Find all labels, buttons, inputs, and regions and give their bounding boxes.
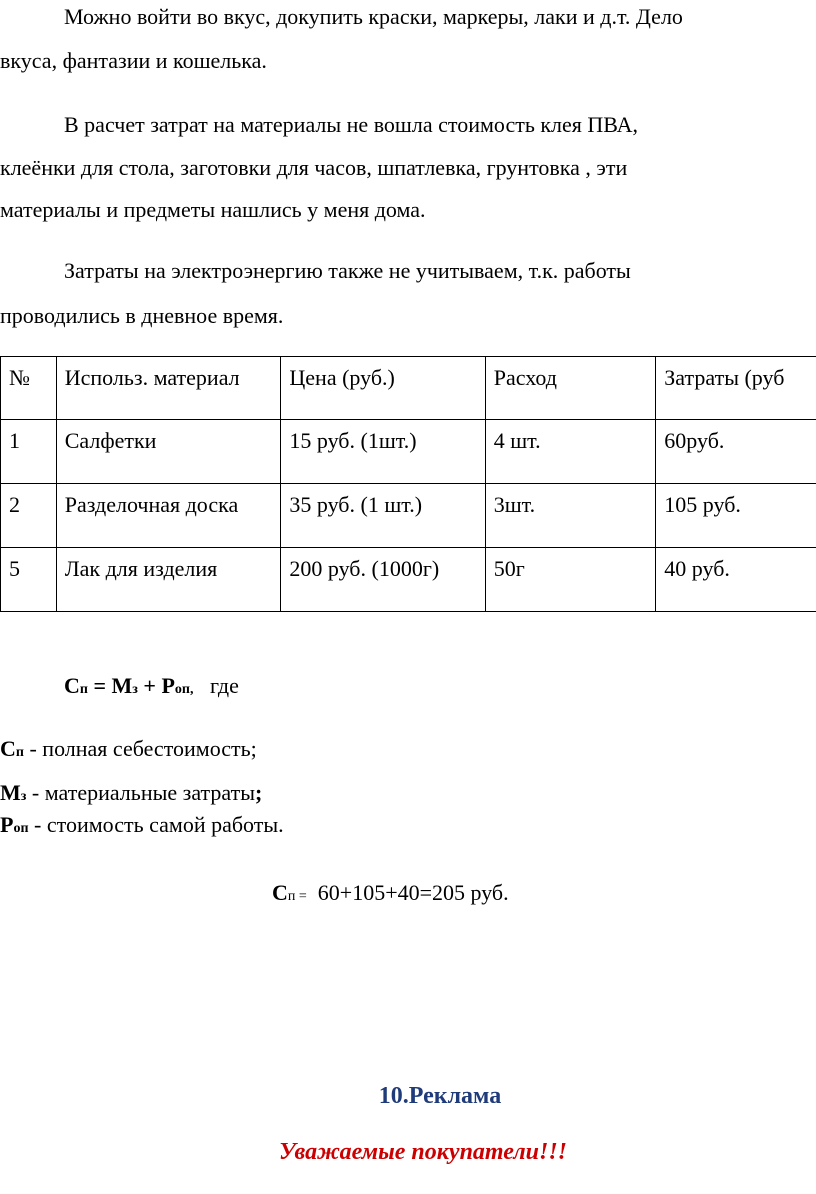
- table-row: [1, 420, 816, 484]
- paragraph-2-line-1: В расчет затрат на материалы не вошла стоимость клея ПВА,: [64, 112, 638, 137]
- cost-formula: Сп = Мз + Роп, где: [64, 673, 239, 698]
- table-cell: 2: [1, 484, 57, 548]
- table-cell: Разделочная доска: [56, 484, 281, 548]
- table-cell: 1: [1, 420, 57, 484]
- table-cell: 4 шт.: [485, 420, 656, 484]
- paragraph-2-line-3: материалы и предметы нашлись у меня дома.: [0, 197, 426, 222]
- paragraph-2-line-2: клеёнки для стола, заготовки для часов, шпатлевка, грунтовка , эти: [0, 155, 628, 180]
- table-cell: 15 руб. (1шт.): [281, 420, 485, 484]
- paragraph-1-line-1: Можно войти во вкус, докупить краски, маркеры, лаки и д.т. Дело: [64, 4, 683, 29]
- table-cell: Лак для изделия: [56, 548, 281, 612]
- table-cell: 60руб.: [656, 420, 816, 484]
- table-row: [1, 548, 816, 612]
- table-row: [1, 484, 816, 548]
- cost-calculation: Сп = 60+105+40=205 руб.: [272, 880, 509, 905]
- legend-full-cost: Сп - полная себестоимость;: [0, 736, 257, 761]
- table-cell: 3шт.: [485, 484, 656, 548]
- paragraph-3-line-2: проводились в дневное время.: [0, 303, 284, 328]
- greeting-text: Уважаемые покупатели!!!: [278, 1139, 568, 1165]
- materials-cost-table: [0, 356, 816, 612]
- table-cell: 5: [1, 548, 57, 612]
- header-cell-number: №: [1, 357, 57, 420]
- legend-material-cost: Мз - материальные затраты;: [0, 780, 263, 805]
- table-cell: 35 руб. (1 шт.): [281, 484, 485, 548]
- header-cell-price: Цена (руб.): [281, 357, 485, 420]
- header-cell-usage: Расход: [485, 357, 656, 420]
- section-heading: 10.Реклама: [378, 1083, 502, 1109]
- header-cell-material: Использ. материал: [56, 357, 281, 420]
- table-cell: 105 руб.: [656, 484, 816, 548]
- legend-work-cost: Роп - стоимость самой работы.: [0, 812, 284, 837]
- table-cell: Салфетки: [56, 420, 281, 484]
- paragraph-3-line-1: Затраты на электроэнергию также не учитываем, т.к. работы: [64, 258, 631, 283]
- table-cell: 40 руб.: [656, 548, 816, 612]
- table-header-row: [1, 357, 816, 420]
- table-cell: 200 руб. (1000г): [281, 548, 485, 612]
- paragraph-1-line-2: вкуса, фантазии и кошелька.: [0, 48, 267, 73]
- table-cell: 50г: [485, 548, 656, 612]
- header-cell-cost: Затраты (руб: [656, 357, 816, 420]
